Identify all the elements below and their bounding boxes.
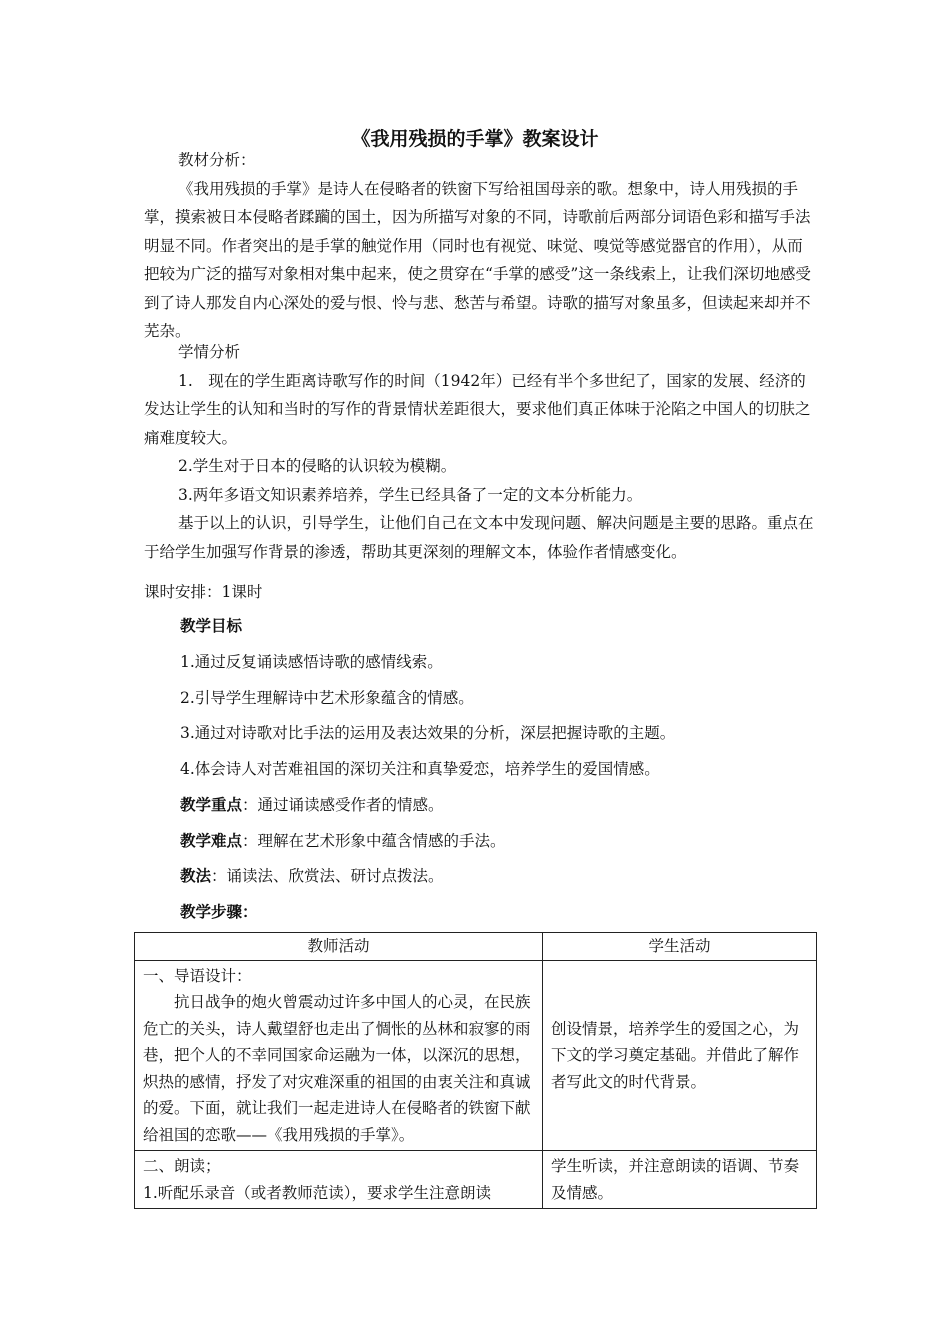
material-analysis-heading: 教材分析： (178, 151, 256, 169)
teacher-activity-body: 1.听配乐录音（或者教师范读），要求学生注意朗读 (143, 1183, 492, 1202)
material-analysis-section (144, 146, 816, 346)
key-point-label: 教学重点 (180, 795, 243, 814)
teacher-activity-body: 抗日战争的炮火曾震动过许多中国人的心灵，在民族危亡的关头，诗人戴望舒也走出了惆怅的丛林和寂寥的雨巷，把个人的不幸同国家命运融为一体，以深沉的思想，炽热的感情，抒发了对灾难深重的祖国的由衷关注和真诚的爱。下面，就让我们一起走进诗人在侵略者的铁窗下献给祖国的恋歌——《我用残损的手掌》。 (143, 993, 531, 1144)
student-activity-cell: 创设情景，培养学生的爱国之心，为下文的学习奠定基础。并借此了解作者写此文的时代背景。 (543, 960, 817, 1151)
table-header-row (135, 933, 817, 961)
objective-item: 2.引导学生理解诗中艺术形象蕴含的情感。 (180, 689, 474, 707)
table-row (135, 1151, 817, 1209)
teacher-activity-title: 二、朗读； (143, 1157, 221, 1175)
teacher-activity-title: 一、导语设计： (143, 966, 252, 985)
objectives-heading: 教学目标 (180, 616, 243, 635)
objective-item: 4.体会诗人对苦难祖国的深切关注和真挚爱恋，培养学生的爱国情感。 (180, 760, 660, 778)
steps-heading: 教学步骤： (180, 902, 258, 921)
difficulty (180, 829, 506, 851)
student-activity-cell: 学生听读，并注意朗读的语调、节奏及情感。 (543, 1151, 817, 1209)
difficulty-label: 教学难点 (180, 831, 243, 850)
teacher-activity-cell (135, 1151, 543, 1209)
method-text: ：诵读法、欣赏法、研讨点拨法。 (211, 867, 444, 885)
difficulty-text: ：理解在艺术形象中蕴含情感的手法。 (242, 832, 506, 850)
student-analysis-item: 2.学生对于日本的侵略的认识较为模糊。 (178, 457, 457, 475)
student-analysis-summary: 基于以上的认识，引导学生，让他们自己在文本中发现问题、解决问题是主要的思路。重点在于给学生加强写作背景的渗透，帮助其更深刻的理解文本，体验作者情感变化。 (144, 514, 814, 561)
method-label: 教法 (180, 866, 212, 885)
student-analysis-heading: 学情分析 (178, 343, 241, 361)
header-student-activity: 学生活动 (543, 933, 817, 961)
objective-item: 3.通过对诗歌对比手法的运用及表达效果的分析，深层把握诗歌的主题。 (180, 724, 676, 742)
header-teacher-activity: 教师活动 (135, 933, 543, 961)
key-point (180, 793, 444, 815)
teacher-activity-cell (135, 960, 543, 1151)
objective-item: 1.通过反复诵读感悟诗歌的感情线索。 (180, 653, 443, 671)
material-analysis-body: 《我用残损的手掌》是诗人在侵略者的铁窗下写给祖国母亲的歌。想象中，诗人用残损的手掌，摸索被日本侵略者蹂躏的国土，因为所描写对象的不同，诗歌前后两部分词语色彩和描写手法明显不同。作者突出的是手掌的触觉作用（同时也有视觉、味觉、嗅觉等感觉器官的作用），从而把较为广泛的描写对象相对集中起来，使之贯穿在“手掌的感受”这一条线索上，让我们深切地感受到了诗人那发自内心深处的爱与恨、怜与悲、愁苦与希望。诗歌的描写对象虽多，但读起来却并不芜杂。 (144, 179, 811, 340)
method (180, 864, 444, 886)
table-row (135, 960, 817, 1151)
key-point-text: ：通过诵读感受作者的情感。 (242, 796, 444, 814)
student-analysis-section (144, 338, 816, 566)
document-title: 《我用残损的手掌》教案设计 (351, 128, 599, 150)
steps-table (134, 932, 817, 1209)
student-analysis-item: 3.两年多语文知识素养培养，学生已经具备了一定的文本分析能力。 (178, 485, 643, 504)
schedule: 课时安排：1课时 (144, 583, 263, 601)
student-analysis-item: 1. 现在的学生距离诗歌写作的时间（1942年）已经有半个多世纪了，国家的发展、经济的发达让学生的认知和当时的写作的背景情状差距很大，要求他们真正体味于沦陷之中国人的切肤之痛难度较大。 (144, 371, 811, 447)
